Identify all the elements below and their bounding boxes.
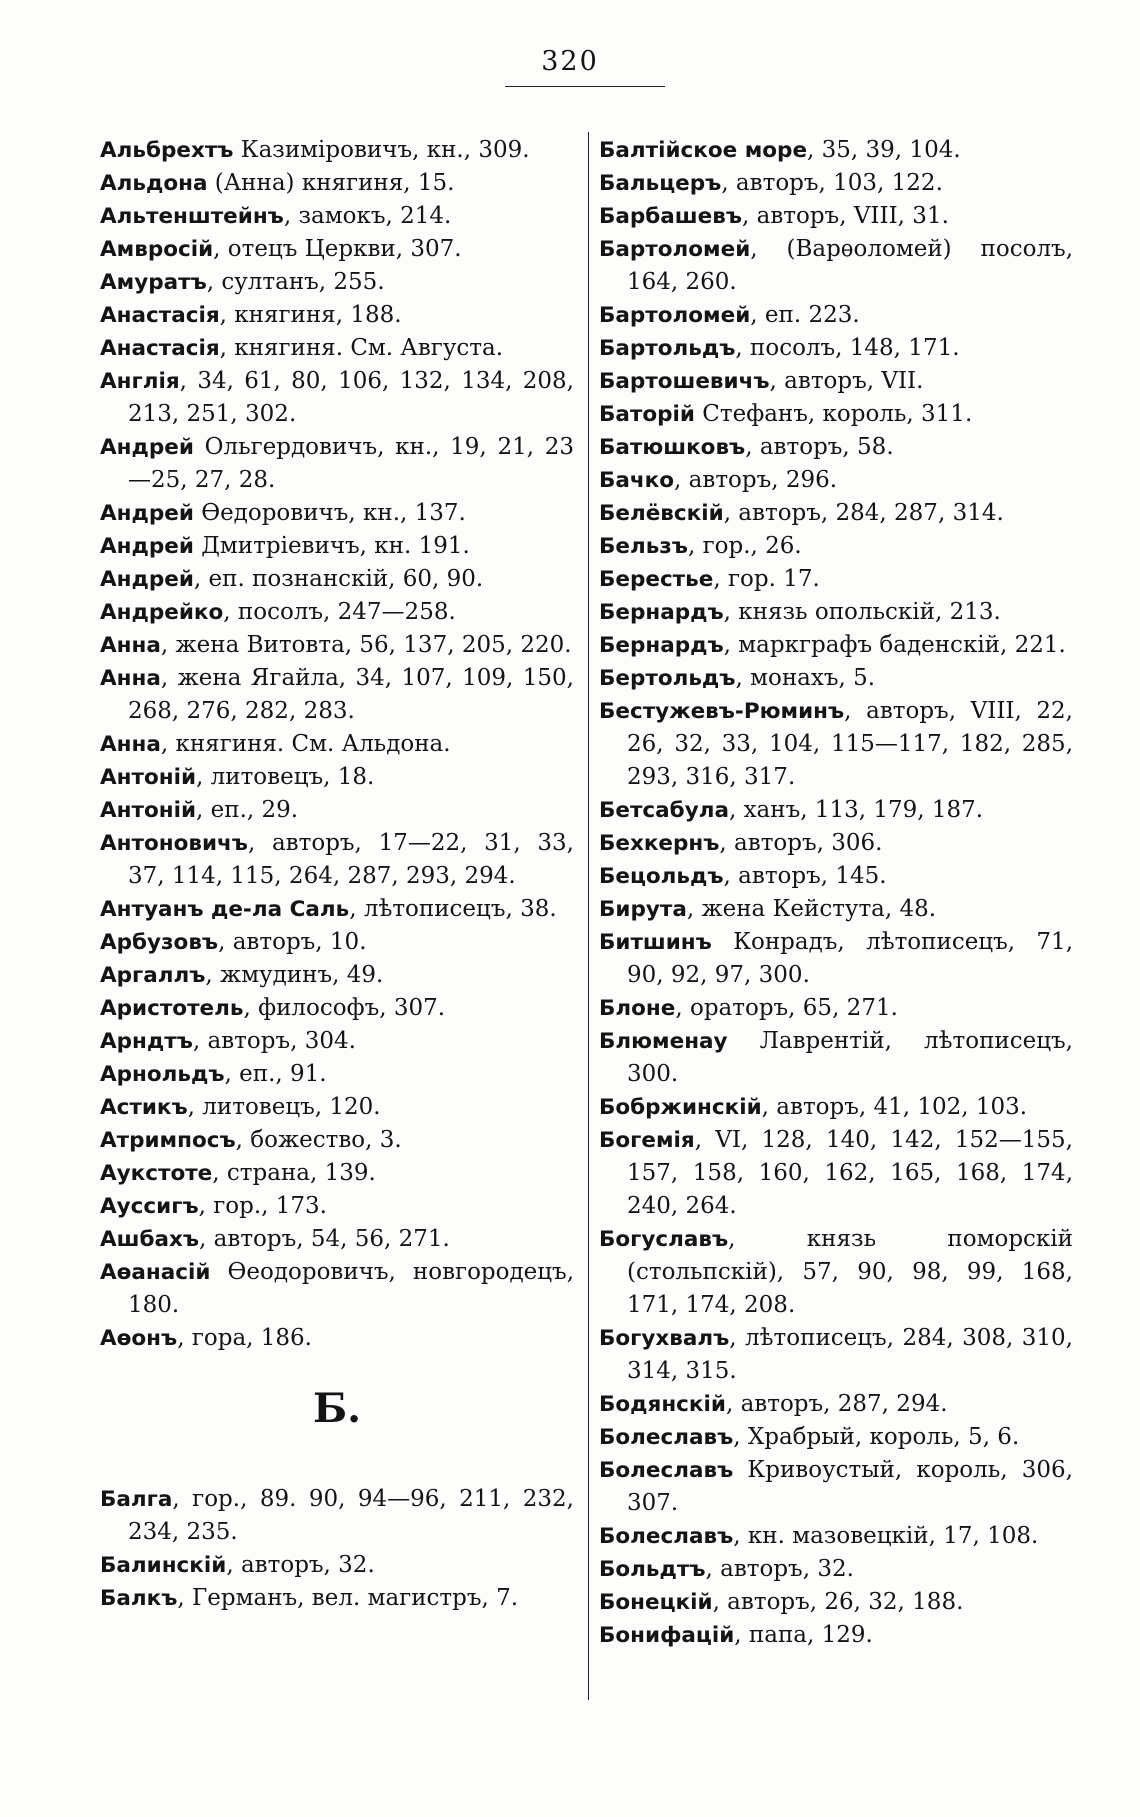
entry-references: , 34, 61, 80, 106, 132, 134, 208, 213, 251, 302. — [128, 368, 574, 427]
entry-headword: Болеславъ — [599, 1524, 734, 1549]
entry-headword: Бестужевъ-Рюминъ — [599, 699, 845, 724]
entry-references: , ораторъ, 65, 271. — [675, 995, 898, 1021]
entry-references: , ханъ, 113, 179, 187. — [728, 797, 984, 823]
entry-references: , отецъ Церкви, 307. — [213, 236, 462, 262]
entry-headword: Антоній — [100, 798, 197, 823]
left-column — [100, 134, 574, 1615]
entry-references: Ѳедоровичъ, кн., 137. — [193, 500, 466, 526]
entry-references: , гора, 186. — [177, 1325, 312, 1351]
entry-headword: Балга — [100, 1487, 173, 1512]
entry-references: Конрадъ, лѣтописецъ, 71, 90, 92, 97, 300. — [627, 929, 1073, 988]
index-entry — [100, 728, 574, 761]
index-entry — [100, 1322, 574, 1355]
index-entry — [100, 167, 574, 200]
entry-references: Стефанъ, король, 311. — [694, 401, 973, 427]
index-entry — [599, 365, 1073, 398]
entry-references: , Храбрый, король, 5, 6. — [733, 1424, 1020, 1450]
entry-references: , 35, 39, 104. — [807, 137, 961, 163]
index-entry — [100, 200, 574, 233]
index-entry — [100, 1549, 574, 1582]
entry-headword: Бирута — [599, 897, 687, 922]
index-entry — [599, 299, 1073, 332]
index-entry — [100, 1223, 574, 1256]
entry-headword: Балкъ — [100, 1586, 178, 1611]
entry-references: , литовецъ, 120. — [187, 1094, 381, 1120]
index-entry — [599, 530, 1073, 563]
index-entry — [100, 794, 574, 827]
entry-headword: Бонифацій — [599, 1623, 735, 1648]
entry-references: Дмитріевичъ, кн. 191. — [193, 533, 470, 559]
index-entry — [599, 827, 1073, 860]
entry-headword: Ауссигъ — [100, 1194, 199, 1219]
entry-headword: Альбрехтъ — [100, 138, 234, 163]
index-entry — [599, 1586, 1073, 1619]
index-entry — [100, 233, 574, 266]
entry-references: , жена Ягайла, 34, 107, 109, 150, 268, 276, 282, 283. — [128, 665, 574, 724]
entry-headword: Атримпосъ — [100, 1128, 236, 1153]
index-entry — [100, 959, 574, 992]
index-entry — [100, 1025, 574, 1058]
entry-references: , посолъ, 148, 171. — [735, 335, 960, 361]
entry-references: , папа, 129. — [734, 1622, 873, 1648]
entry-headword: Альтенштейнъ — [100, 204, 284, 229]
entry-headword: Бернардъ — [599, 633, 724, 658]
header-rule — [505, 86, 665, 87]
entry-references: , еп. 223. — [750, 302, 860, 328]
index-entry — [599, 563, 1073, 596]
entry-headword: Андрей — [100, 534, 194, 559]
index-entry — [100, 299, 574, 332]
index-entry — [100, 662, 574, 728]
index-entry — [599, 332, 1073, 365]
entry-references: , княгиня. См. Августа. — [219, 335, 504, 361]
index-entry — [100, 761, 574, 794]
entry-references: , гор., 89. 90, 94—96, 211, 232, 234, 235. — [128, 1486, 574, 1545]
entry-headword: Бецольдъ — [599, 864, 724, 889]
index-entry — [100, 1091, 574, 1124]
entry-references: , замокъ, 214. — [283, 203, 452, 229]
entry-headword: Бонецкій — [599, 1590, 713, 1615]
index-entry — [599, 1322, 1073, 1388]
entry-references: , авторъ, 32. — [226, 1552, 375, 1578]
entry-references: , авторъ, 26, 32, 188. — [712, 1589, 964, 1615]
entry-references: Ѳеодоровичъ, новгородецъ, 180. — [128, 1259, 574, 1318]
entry-headword: Больдтъ — [599, 1557, 706, 1582]
entry-references: , гор., 26. — [687, 533, 802, 559]
index-entry — [599, 1454, 1073, 1520]
index-entry — [100, 134, 574, 167]
entry-headword: Аѳанасій — [100, 1260, 211, 1285]
index-entry — [100, 629, 574, 662]
entry-references: , авторъ, 306. — [719, 830, 883, 856]
entry-headword: Балинскій — [100, 1553, 227, 1578]
entry-headword: Андрейко — [100, 600, 224, 625]
index-entry — [599, 1223, 1073, 1322]
entry-headword: Бертольдъ — [599, 666, 736, 691]
entry-headword: Бартошевичъ — [599, 369, 770, 394]
index-entry — [100, 266, 574, 299]
entry-references: (Анна) княгиня, 15. — [207, 170, 455, 196]
index-entry — [599, 629, 1073, 662]
entry-references: , авторъ, VIII, 22, 26, 32, 33, 104, 115—117, 182, 285, 293, 316, 317. — [627, 698, 1073, 790]
right-column — [599, 134, 1073, 1652]
entry-headword: Андрей — [100, 567, 194, 592]
entry-headword: Ашбахъ — [100, 1227, 200, 1252]
entry-headword: Арбузовъ — [100, 930, 219, 955]
index-entry — [599, 398, 1073, 431]
index-entry — [599, 860, 1073, 893]
entry-headword: Анастасія — [100, 303, 220, 328]
index-entry — [100, 497, 574, 530]
entry-headword: Бартоломей — [599, 303, 751, 328]
index-entry — [100, 893, 574, 926]
entry-headword: Антоній — [100, 765, 197, 790]
entry-headword: Бачко — [599, 468, 675, 493]
entry-references: , жена Кейстута, 48. — [686, 896, 937, 922]
index-entry — [100, 1483, 574, 1549]
entry-references: , маркграфъ баденскій, 221. — [723, 632, 1066, 658]
entry-headword: Арндтъ — [100, 1029, 193, 1054]
entry-headword: Аѳонъ — [100, 1326, 178, 1351]
entry-references: , гор. 17. — [713, 566, 820, 592]
entry-references: , кн. мазовецкій, 17, 108. — [733, 1523, 1039, 1549]
entry-references: , еп., 91. — [224, 1061, 327, 1087]
entry-references: , философъ, 307. — [243, 995, 446, 1021]
entry-references: , еп. познанскій, 60, 90. — [193, 566, 484, 592]
index-entry — [100, 596, 574, 629]
entry-headword: Барбашевъ — [599, 204, 742, 229]
index-entry — [599, 200, 1073, 233]
entries-a — [100, 134, 574, 1355]
entry-references: , еп., 29. — [196, 797, 299, 823]
entry-references: , княгиня, 188. — [219, 302, 402, 328]
entry-headword: Антуанъ де-ла Саль — [100, 897, 350, 922]
entry-references: , авторъ, VIII, 31. — [741, 203, 949, 229]
entry-references: , авторъ, 54, 56, 271. — [199, 1226, 450, 1252]
index-entry — [599, 1520, 1073, 1553]
entry-references: , князь поморскій (стольпскій), 57, 90, 98, 99, 168, 171, 174, 208. — [627, 1226, 1073, 1318]
entries-right — [599, 134, 1073, 1652]
entry-headword: Баторій — [599, 402, 695, 427]
index-entry — [599, 497, 1073, 530]
index-entry — [599, 662, 1073, 695]
entry-headword: Анастасія — [100, 336, 220, 361]
entry-headword: Бальцеръ — [599, 171, 722, 196]
entry-headword: Аукстоте — [100, 1161, 213, 1186]
index-entry — [599, 233, 1073, 299]
entry-headword: Богухвалъ — [599, 1326, 730, 1351]
entry-headword: Антоновичъ — [100, 831, 248, 856]
entry-headword: Астикъ — [100, 1095, 188, 1120]
entry-references: , авторъ, 103, 122. — [721, 170, 943, 196]
entry-headword: Бернардъ — [599, 600, 724, 625]
entry-headword: Бельзъ — [599, 534, 688, 559]
entry-references: , жена Витовта, 56, 137, 205, 220. — [160, 632, 572, 658]
index-entry — [599, 464, 1073, 497]
entry-headword: Бартольдъ — [599, 336, 736, 361]
index-entry — [100, 1157, 574, 1190]
index-entry — [599, 695, 1073, 794]
entry-headword: Берестье — [599, 567, 714, 592]
entry-headword: Альдона — [100, 171, 208, 196]
section-letter-b: Б. — [312, 1385, 362, 1432]
entry-references: , авторъ, 287, 294. — [725, 1391, 948, 1417]
entry-references: , VI, 128, 140, 142, 152—155, 157, 158, 160, 162, 165, 168, 174, 240, 264. — [627, 1127, 1073, 1219]
entry-headword: Бодянскій — [599, 1392, 726, 1417]
index-entry — [100, 563, 574, 596]
entries-b — [100, 1483, 574, 1615]
entry-headword: Анна — [100, 633, 161, 658]
index-entry — [599, 992, 1073, 1025]
entry-references: , Германъ, вел. магистръ, 7. — [177, 1585, 519, 1611]
index-entry — [100, 1058, 574, 1091]
entry-headword: Болеславъ — [599, 1425, 734, 1450]
entry-references: , князь опольскій, 213. — [723, 599, 1001, 625]
entry-references: Казиміровичъ, кн., 309. — [233, 137, 530, 163]
entry-headword: Анна — [100, 666, 161, 691]
index-entry — [599, 1553, 1073, 1586]
entry-references: , авторъ, 304. — [192, 1028, 356, 1054]
entry-references: , страна, 139. — [212, 1160, 376, 1186]
index-entry — [599, 794, 1073, 827]
entry-references: , авторъ, 10. — [218, 929, 367, 955]
entry-headword: Аргаллъ — [100, 963, 206, 988]
entry-references: Ольгердовичъ, кн., 19, 21, 23—25, 27, 28. — [128, 434, 574, 493]
index-entry — [100, 431, 574, 497]
entry-references: Кривоустый, король, 306, 307. — [627, 1457, 1073, 1516]
index-entry — [599, 926, 1073, 992]
entry-headword: Белёвскій — [599, 501, 724, 526]
entry-references: , авторъ, 41, 102, 103. — [761, 1094, 1028, 1120]
entry-references: , авторъ, 296. — [674, 467, 838, 493]
index-entry — [100, 1256, 574, 1322]
entry-references: , посолъ, 247—258. — [223, 599, 456, 625]
entry-headword: Амуратъ — [100, 270, 207, 295]
index-entry — [599, 893, 1073, 926]
entry-headword: Арнольдъ — [100, 1062, 225, 1087]
index-entry — [599, 431, 1073, 464]
entry-headword: Богуславъ — [599, 1227, 729, 1252]
index-entry — [599, 596, 1073, 629]
entry-references: , жмудинъ, 49. — [205, 962, 384, 988]
index-entry — [599, 1025, 1073, 1091]
entry-references: , авторъ, VII. — [769, 368, 924, 394]
index-entry — [100, 1190, 574, 1223]
index-entry — [599, 134, 1073, 167]
entry-headword: Андрей — [100, 501, 194, 526]
index-entry — [100, 530, 574, 563]
entry-references: , литовецъ, 18. — [196, 764, 375, 790]
index-entry — [599, 1388, 1073, 1421]
entry-headword: Бобржинскій — [599, 1095, 762, 1120]
column-divider — [588, 132, 589, 1700]
entry-headword: Блюменау — [599, 1029, 728, 1054]
entry-references: , авторъ, 58. — [745, 434, 894, 460]
entry-headword: Балтійское море — [599, 138, 808, 163]
entry-headword: Бехкернъ — [599, 831, 720, 856]
entry-headword: Бетсабула — [599, 798, 729, 823]
index-entry — [599, 1619, 1073, 1652]
index-entry — [100, 926, 574, 959]
index-entry — [100, 1582, 574, 1615]
entry-headword: Амвросій — [100, 237, 214, 262]
index-entry — [599, 1091, 1073, 1124]
entry-references: , авторъ, 145. — [723, 863, 887, 889]
entry-references: , авторъ, 17—22, 31, 33, 37, 114, 115, 264, 287, 293, 294. — [128, 830, 574, 889]
entry-headword: Англія — [100, 369, 180, 394]
entry-references: , султанъ, 255. — [206, 269, 385, 295]
page-number: 320 — [541, 46, 599, 77]
entry-headword: Батюшковъ — [599, 435, 746, 460]
index-entry — [100, 992, 574, 1025]
entry-references: , авторъ, 32. — [705, 1556, 854, 1582]
entry-references: , княгиня. См. Альдона. — [160, 731, 451, 757]
index-entry — [100, 1124, 574, 1157]
entry-headword: Анна — [100, 732, 161, 757]
index-entry — [599, 1124, 1073, 1223]
entry-references: , (Варѳоломей) посолъ, 164, 260. — [627, 236, 1073, 295]
entry-references: , монахъ, 5. — [735, 665, 876, 691]
index-entry — [599, 167, 1073, 200]
entry-references: Лаврентій, лѣтописецъ, 300. — [627, 1028, 1073, 1087]
entry-references: , авторъ, 284, 287, 314. — [723, 500, 1004, 526]
entry-headword: Блоне — [599, 996, 676, 1021]
entry-headword: Бартоломей — [599, 237, 751, 262]
entry-headword: Богемія — [599, 1128, 695, 1153]
entry-references: , лѣтописецъ, 38. — [349, 896, 557, 922]
entry-headword: Андрей — [100, 435, 194, 460]
entry-references: , лѣтописецъ, 284, 308, 310, 314, 315. — [627, 1325, 1073, 1384]
entry-references: , гор., 173. — [198, 1193, 327, 1219]
index-entry — [100, 332, 574, 365]
index-entry — [599, 1421, 1073, 1454]
entry-headword: Болеславъ — [599, 1458, 734, 1483]
entry-references: , божество, 3. — [235, 1127, 402, 1153]
index-entry — [100, 827, 574, 893]
entry-headword: Битшинъ — [599, 930, 712, 955]
entry-headword: Аристотель — [100, 996, 244, 1021]
index-entry — [100, 365, 574, 431]
